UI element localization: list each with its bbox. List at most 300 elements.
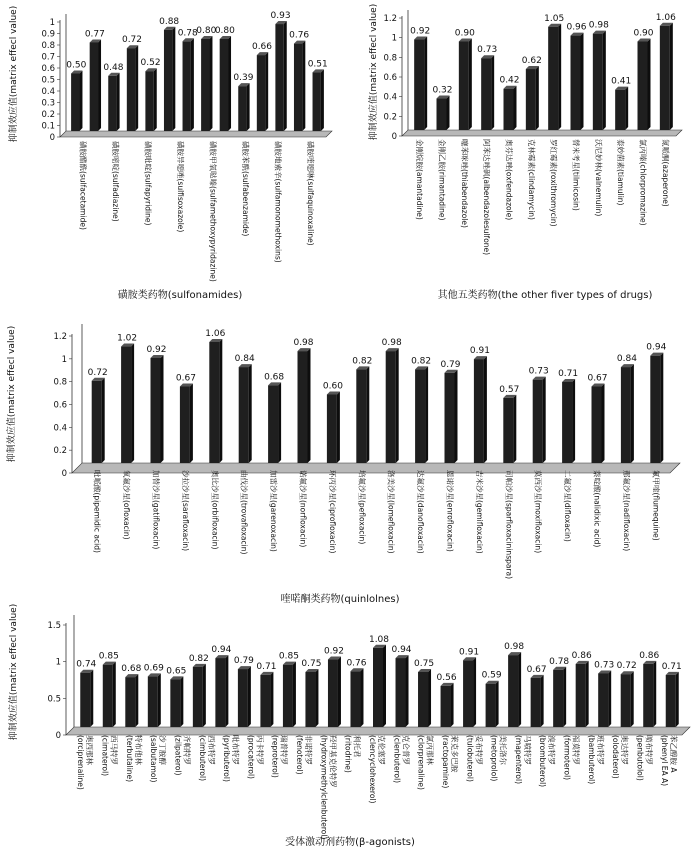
bar-side — [135, 674, 138, 727]
category-label-en: (orciprenaline) — [76, 735, 86, 790]
data-label: 0.85 — [278, 651, 299, 662]
data-label: 0.88 — [159, 16, 180, 27]
data-label: 0.62 — [521, 56, 542, 67]
y-tick-label: 1.2 — [383, 14, 397, 24]
data-label: 0.75 — [414, 659, 435, 669]
data-label: 0.41 — [611, 76, 632, 87]
bar-side — [102, 378, 105, 463]
category-label: 溴布特罗 — [547, 735, 557, 765]
bar-6 — [239, 364, 252, 463]
bar-side — [586, 661, 589, 727]
bar-side — [536, 66, 539, 130]
data-label: 0.73 — [528, 366, 549, 377]
category-label-en: (cimaterol) — [100, 735, 110, 777]
data-label: 0.94 — [211, 645, 232, 656]
bar-side — [90, 670, 93, 727]
data-label: 0.79 — [233, 656, 254, 667]
bar-side — [321, 69, 324, 131]
y-tick-label: 0 — [49, 133, 55, 143]
bar-3 — [151, 355, 164, 463]
bar-front — [576, 664, 586, 727]
bar-side — [451, 683, 454, 727]
bar-5 — [209, 339, 222, 463]
bar-6 — [164, 27, 175, 131]
bar-front — [238, 86, 246, 131]
category-label: 噻苯咪唑(thiabendazole) — [459, 139, 469, 228]
bar-21 — [531, 675, 544, 727]
data-label: 0.86 — [571, 650, 592, 661]
bar-front — [474, 359, 484, 463]
bar-4 — [180, 384, 193, 463]
data-label: 0.67 — [175, 373, 196, 384]
bar-4 — [481, 55, 494, 130]
category-label: 羟甲基克伦特罗 — [328, 735, 338, 788]
category-label-en: (olodaterol) — [611, 735, 621, 779]
bar-side — [247, 83, 250, 131]
bar-3 — [459, 39, 472, 131]
bar-9 — [593, 31, 606, 130]
bar-side — [455, 370, 458, 463]
bar-front — [504, 89, 514, 130]
bar-side — [491, 55, 494, 130]
bar-4 — [148, 673, 161, 727]
bar-front — [481, 58, 491, 130]
category-label: 沙拉沙星(sarafloxacin) — [180, 470, 190, 552]
category-label: 克伦塞罗 — [377, 735, 386, 765]
data-label: 0.67 — [587, 373, 608, 384]
category-label: 二氟沙星(difloxacin) — [563, 470, 573, 542]
bar-10 — [356, 366, 369, 463]
chart-title: 受体激动剂药物(β-agonists) — [285, 837, 415, 848]
data-label: 0.94 — [391, 645, 412, 656]
data-label: 0.68 — [121, 664, 142, 675]
category-label-en: (ritodrine) — [343, 735, 353, 773]
category-label: 马喷特罗 — [522, 735, 532, 765]
bar-20 — [508, 652, 521, 727]
bar-front — [463, 660, 473, 727]
bar-side — [558, 24, 561, 130]
data-label: 0.42 — [499, 75, 520, 86]
bar-side — [543, 377, 546, 463]
bar-26 — [643, 661, 656, 727]
category-label-en: (ractopamine) — [440, 735, 450, 789]
bar-9 — [327, 392, 340, 464]
category-label: 奥达特罗 — [620, 735, 630, 765]
y-tick-label: 0.2 — [53, 446, 67, 457]
bar-12 — [328, 657, 341, 727]
data-label: 0.59 — [481, 670, 502, 681]
bar-front — [593, 34, 603, 130]
category-label: 妥布特罗 — [474, 735, 484, 765]
category-label-en: (penbutolol) — [635, 735, 645, 781]
bar-side — [469, 39, 472, 131]
bar-front — [164, 30, 172, 131]
bar-front — [125, 677, 135, 727]
bar-front — [414, 40, 424, 130]
bar-front — [80, 673, 90, 727]
chart-floor — [72, 463, 680, 473]
bar-front — [71, 74, 79, 132]
bar-front — [294, 44, 302, 131]
bar-front — [180, 387, 190, 463]
data-label: 0.84 — [234, 354, 255, 365]
category-label: 莫西沙星(moxifloxacin) — [533, 470, 543, 554]
bar-5 — [145, 68, 156, 131]
bar-front — [127, 48, 135, 131]
data-label: 0.71 — [558, 368, 579, 379]
y-tick-label: 0 — [55, 731, 61, 741]
bar-side — [191, 38, 194, 131]
bar-6 — [193, 664, 206, 727]
category-label: 恩诺沙星(enrofloxacin) — [445, 470, 455, 552]
bar-side — [603, 31, 606, 130]
y-axis-label: 抑制效应值(matrix effecl value) — [7, 325, 17, 463]
category-label: 磺胺异噁唑(sulfisoxazole) — [175, 141, 185, 233]
data-label: 0.82 — [352, 356, 373, 367]
category-label-en: (clenbuterol) — [392, 735, 402, 784]
bar-11 — [305, 669, 318, 727]
bar-front — [305, 672, 315, 727]
data-label: 0.80 — [214, 26, 235, 36]
bar-3 — [125, 674, 138, 727]
bar-side — [513, 395, 516, 463]
category-label-en: (terbutaline) — [124, 735, 134, 783]
data-label: 0.76 — [289, 30, 310, 41]
y-tick-label: 0.4 — [41, 87, 55, 97]
bar-front — [650, 356, 660, 463]
category-label-en: (clencyclohexerol) — [368, 735, 377, 804]
bar-side — [676, 672, 679, 727]
category-label: 磺胺地索辛(sulfamonomethoxins) — [273, 141, 283, 263]
bar-side — [248, 666, 251, 727]
bar-side — [484, 356, 487, 463]
bar-5 — [504, 86, 517, 130]
category-label: 磺胺嘧啶(sulfadiazine) — [110, 141, 120, 222]
bar-front — [437, 99, 447, 130]
data-label: 0.96 — [566, 22, 587, 33]
bar-11 — [257, 52, 268, 131]
data-label: 0.71 — [661, 661, 682, 672]
bar-front — [531, 678, 541, 727]
bar-1 — [92, 378, 105, 463]
category-label: 沃尼妙林(valnemulin) — [593, 139, 603, 217]
data-label: 0.92 — [146, 344, 167, 355]
bar-side — [518, 652, 521, 727]
y-tick-label: 0.6 — [383, 73, 397, 83]
bar-side — [190, 384, 193, 463]
bar-side — [158, 673, 161, 727]
bar-front — [201, 39, 209, 131]
bar-front — [548, 27, 558, 130]
y-axis-label: 抑制效应值(matrix effecl value) — [369, 3, 379, 141]
bar-18 — [592, 384, 605, 463]
bar-side — [428, 669, 431, 727]
bar-side — [135, 45, 138, 131]
bar-9 — [260, 672, 273, 727]
bar-front — [598, 673, 608, 727]
data-label: 1.06 — [205, 328, 226, 339]
data-label: 0.52 — [140, 58, 161, 69]
category-label: 克林霉素(clindamycin) — [526, 139, 536, 220]
category-label: 达氟沙星(danofloxacin) — [416, 470, 426, 554]
bar-4 — [127, 45, 138, 131]
bar-12 — [275, 21, 286, 131]
category-label: 磺胺醋酰(sulfacetamide) — [78, 141, 88, 230]
bar-10 — [238, 83, 249, 131]
category-label: 喷布特罗 — [644, 735, 654, 765]
data-label: 0.98 — [293, 338, 314, 349]
bar-front — [148, 676, 158, 727]
category-label-en: (salbutamol) — [149, 735, 159, 783]
bar-16 — [533, 377, 546, 463]
chart-title: 其他五类药物(the other fiver types of drugs) — [437, 290, 653, 301]
data-label: 0.68 — [264, 372, 285, 383]
bar-13 — [294, 41, 305, 131]
data-label: 0.92 — [323, 646, 344, 657]
category-label: 那氟沙星(nadifloxacin) — [621, 470, 631, 552]
y-tick-label: 0.8 — [41, 41, 55, 51]
category-label: 特布他林 — [133, 735, 143, 765]
bar-side — [660, 353, 663, 463]
bar-front — [121, 347, 131, 463]
data-label: 0.65 — [166, 666, 187, 677]
data-label: 0.80 — [196, 26, 217, 36]
bar-front — [209, 342, 219, 463]
bar-side — [308, 348, 311, 463]
chart-title: 喹喏酮类药物(quinlolnes) — [280, 594, 400, 605]
bar-2 — [437, 96, 450, 130]
category-label: 奥芬达唑(oxfendazole) — [504, 139, 514, 221]
bar-front — [170, 679, 180, 727]
bar-front — [643, 664, 653, 727]
category-label: 罗红霉素(roxithromycin) — [549, 139, 559, 227]
category-label: 齐帕特罗 — [182, 735, 192, 765]
bar-1 — [71, 71, 82, 132]
bar-front — [386, 351, 396, 463]
category-label: 氯丙嗪(chlorpromazine) — [638, 139, 648, 226]
y-tick-label: 1 — [49, 18, 55, 28]
y-tick-label: 0.6 — [41, 64, 55, 74]
category-label: 莱克多巴胺 — [449, 735, 459, 773]
category-label: 非诺特罗 — [304, 735, 314, 765]
y-tick-label: 0.5 — [41, 75, 55, 86]
bar-side — [154, 68, 157, 131]
y-axis-label: 抑制效应值(matrix effecl value) — [9, 603, 19, 741]
bar-7 — [548, 24, 561, 130]
bar-front — [418, 672, 428, 727]
category-label: 萘啶酸(nalidixic acid) — [592, 470, 602, 548]
chart-panel-2 — [367, 4, 682, 301]
category-label: 加雷沙星(garenoxacin) — [269, 470, 279, 552]
bar-front — [108, 76, 116, 131]
y-tick-label: 0.8 — [383, 53, 397, 64]
category-label: 苯乙醇胺 A — [668, 735, 678, 773]
y-tick-label: 0.4 — [383, 92, 397, 103]
bar-14 — [373, 645, 386, 727]
data-label: 0.78 — [549, 656, 570, 667]
category-label: 氮哌酮(azaperone) — [660, 139, 670, 207]
bar-front — [660, 26, 670, 130]
bar-side — [225, 655, 228, 727]
bar-front — [666, 675, 676, 727]
bar-12 — [415, 366, 428, 463]
y-tick-label: 0 — [61, 469, 67, 479]
bar-side — [203, 664, 206, 727]
category-label-en: (zilpaterol) — [173, 735, 183, 776]
data-label: 0.86 — [639, 650, 660, 661]
y-tick-label: 1 — [391, 33, 397, 44]
bar-front — [445, 373, 455, 463]
category-label: 吉米沙星(gemifloxacin) — [474, 470, 484, 554]
bar-7 — [215, 655, 228, 727]
data-label: 0.72 — [87, 367, 108, 378]
data-label: 0.73 — [477, 45, 498, 56]
category-label-en: (brombuterol) — [538, 735, 548, 788]
data-label: 0.69 — [143, 663, 164, 674]
bar-side — [131, 344, 134, 463]
data-label: 0.72 — [121, 35, 143, 46]
bar-front — [396, 658, 406, 727]
bar-16 — [418, 669, 431, 727]
y-tick-label: 0.5 — [47, 694, 61, 705]
bar-side — [293, 662, 296, 727]
bar-side — [383, 645, 386, 727]
data-label: 0.76 — [346, 658, 367, 669]
data-label: 0.67 — [526, 664, 547, 675]
bar-side — [631, 364, 634, 463]
chart-floor — [66, 727, 690, 735]
y-tick-label: 0.9 — [41, 29, 55, 40]
data-label: 0.56 — [436, 672, 457, 683]
y-tick-label: 0.4 — [53, 423, 67, 434]
bar-side — [338, 657, 341, 727]
data-label: 0.77 — [84, 29, 105, 40]
bar-front — [257, 55, 265, 131]
data-label: 0.51 — [307, 59, 328, 70]
category-label: 曲伐沙星(trovafloxacin) — [239, 470, 249, 555]
bar-front — [356, 369, 366, 463]
y-tick-label: 1 — [61, 354, 67, 365]
category-label: 洛美沙星(lomefloxacin) — [386, 470, 396, 554]
bar-side — [541, 675, 544, 727]
bar-13 — [350, 668, 363, 727]
category-label: 氟甲喹(flumequine) — [651, 470, 661, 541]
category-label: 西马特罗 — [109, 735, 119, 765]
y-tick-label: 1.2 — [53, 332, 67, 342]
category-label: 磺胺吡啶(sulfapyridine) — [143, 141, 153, 226]
bar-10 — [283, 662, 296, 727]
bar-front — [327, 395, 337, 464]
data-label: 1.08 — [368, 634, 390, 645]
chart-floor — [402, 130, 682, 136]
bar-1 — [80, 670, 93, 727]
bar-front — [103, 665, 113, 727]
bar-front — [215, 658, 225, 727]
category-label: 磺胺甲氧哒嗪(sulfamethoxypyridazine) — [208, 141, 218, 282]
bar-front — [571, 36, 581, 130]
bar-front — [415, 369, 425, 463]
bar-22 — [553, 667, 566, 727]
bar-front — [508, 655, 518, 727]
bar-side — [396, 348, 399, 463]
bar-front — [592, 387, 602, 463]
bar-front — [239, 367, 249, 463]
category-label-en: (metoprolol) — [489, 735, 499, 782]
bar-side — [161, 355, 164, 463]
data-label: 0.48 — [103, 62, 124, 73]
category-label-en: (hydroxymethylclenbuterol) — [319, 735, 329, 840]
chart-panel-3 — [5, 324, 680, 605]
bar-1 — [414, 37, 427, 130]
bar-front — [553, 670, 563, 727]
category-label: 吡哌酸(pipemidic acid) — [92, 470, 102, 553]
category-label: 克仑普罗 — [401, 735, 411, 765]
category-label-en: (cimbuterol) — [197, 735, 207, 782]
bar-5 — [170, 676, 183, 727]
bar-side — [79, 71, 82, 132]
data-label: 0.94 — [646, 342, 667, 353]
bar-front — [621, 367, 631, 463]
bar-front — [533, 380, 543, 463]
bar-side — [425, 366, 428, 463]
bar-side — [360, 668, 363, 727]
bar-18 — [463, 657, 476, 727]
bar-side — [424, 37, 427, 130]
category-label-en: (mapenterol) — [513, 735, 523, 785]
bar-8 — [298, 348, 311, 463]
data-label: 0.39 — [233, 73, 254, 84]
bar-side — [98, 39, 101, 131]
category-label: 福莫特罗 — [571, 735, 581, 765]
bar-side — [447, 96, 450, 130]
data-label: 0.73 — [594, 660, 615, 671]
bar-side — [315, 669, 318, 727]
bar-front — [283, 665, 293, 727]
bar-side — [670, 23, 673, 130]
bar-side — [473, 657, 476, 727]
bar-24 — [598, 670, 611, 727]
y-tick-label: 0 — [391, 132, 397, 142]
bar-7 — [268, 382, 281, 463]
data-label: 0.82 — [411, 356, 432, 367]
data-label: 0.71 — [256, 661, 277, 672]
data-label: 0.82 — [188, 653, 209, 664]
chart-title: 磺胺类药物(sulfonamides) — [117, 290, 243, 301]
bar-front — [621, 674, 631, 727]
bar-9 — [220, 36, 231, 131]
y-tick-label: 0.7 — [41, 52, 55, 63]
data-label: 0.91 — [469, 346, 490, 357]
bar-side — [219, 339, 222, 463]
category-label: 奥西那林 — [85, 735, 95, 765]
category-label: 加替沙星(gatifloxacin) — [151, 470, 161, 550]
category-label: 利托君 — [352, 735, 362, 758]
bar-2 — [103, 662, 116, 727]
bar-side — [581, 33, 584, 130]
category-label-en: (clorprenaline) — [416, 735, 426, 790]
bar-side — [653, 661, 656, 727]
data-label: 0.92 — [410, 26, 431, 37]
y-tick-label: 0.6 — [53, 400, 67, 411]
bar-front — [275, 24, 283, 131]
bar-side — [249, 364, 252, 463]
bar-front — [238, 669, 248, 727]
category-label-en: (formoterol) — [562, 735, 572, 781]
category-label: 司帕沙星(sparfloxacininspara) — [504, 470, 514, 580]
category-label: 泰妙菌素(tiamulin) — [616, 139, 626, 206]
y-tick-label: 0.1 — [41, 121, 55, 132]
bar-side — [625, 87, 628, 130]
